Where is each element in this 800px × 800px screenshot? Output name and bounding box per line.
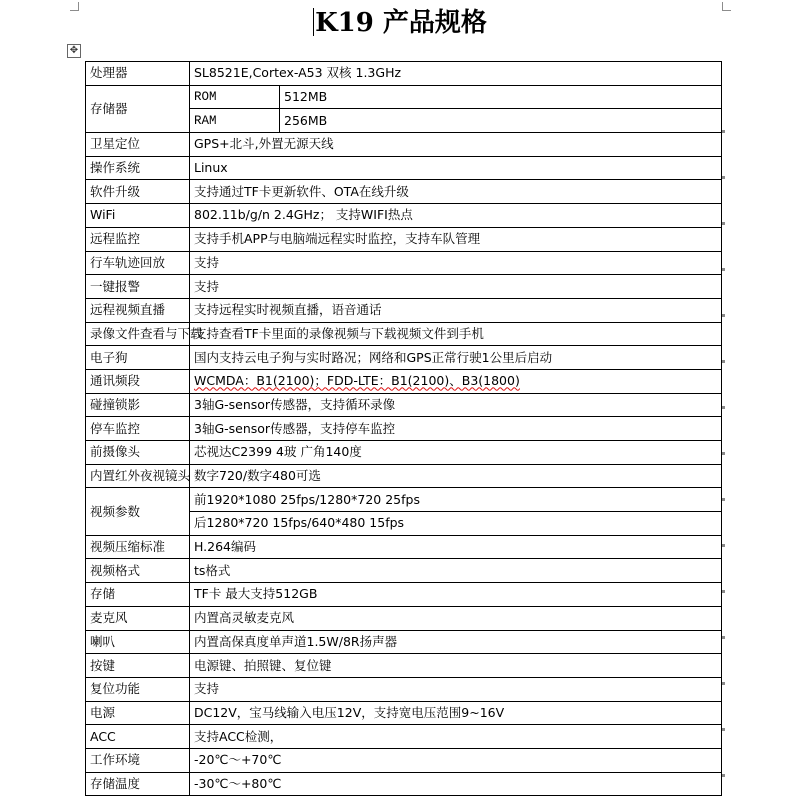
table-row — [86, 180, 722, 204]
row-label[interactable]: 通讯频段 — [86, 369, 190, 393]
row-label[interactable]: 行车轨迹回放 — [86, 251, 190, 275]
sub-key[interactable]: RAM — [190, 109, 280, 133]
title-text: K19 产品规格 — [315, 8, 487, 38]
row-label[interactable]: WiFi — [86, 204, 190, 228]
row-value[interactable]: 3轴G-sensor传感器，支持循环录像 — [190, 393, 722, 417]
row-value[interactable]: ts格式 — [190, 559, 722, 583]
row-label[interactable]: 喇叭 — [86, 630, 190, 654]
table-row — [86, 346, 722, 370]
row-value[interactable]: 802.11b/g/n 2.4GHz； 支持WIFI热点 — [190, 204, 722, 228]
row-end-marker — [722, 222, 725, 225]
row-label[interactable]: ACC — [86, 725, 190, 749]
row-value[interactable]: 国内支持云电子狗与实时路况；网络和GPS正常行驶1公里后启动 — [190, 346, 722, 370]
row-value[interactable]: 支持 — [190, 677, 722, 701]
table-row — [86, 488, 722, 512]
row-label[interactable]: 前摄像头 — [86, 441, 190, 465]
row-end-marker — [722, 682, 725, 685]
row-value[interactable]: Linux — [190, 156, 722, 180]
table-row — [86, 677, 722, 701]
table-move-handle-icon[interactable]: ✥ — [67, 44, 81, 58]
table-row — [86, 227, 722, 251]
row-label[interactable]: 一键报警 — [86, 275, 190, 299]
table-row — [86, 701, 722, 725]
row-value[interactable]: SL8521E,Cortex-A53 双核 1.3GHz — [190, 62, 722, 86]
table-row — [86, 654, 722, 678]
row-value[interactable]: 支持手机APP与电脑端远程实时监控，支持车队管理 — [190, 227, 722, 251]
table-row — [86, 583, 722, 607]
row-value[interactable]: DC12V，宝马线输入电压12V，支持宽电压范围9~16V — [190, 701, 722, 725]
table-row — [86, 251, 722, 275]
table-row — [86, 606, 722, 630]
row-end-marker — [722, 774, 725, 777]
row-label[interactable]: 按键 — [86, 654, 190, 678]
row-end-marker — [722, 130, 725, 133]
row-end-marker — [722, 176, 725, 179]
row-label[interactable]: 电子狗 — [86, 346, 190, 370]
row-label[interactable]: 电源 — [86, 701, 190, 725]
row-value[interactable]: -30℃～+80℃ — [190, 772, 722, 796]
table-row — [86, 725, 722, 749]
row-label[interactable]: 卫星定位 — [86, 133, 190, 157]
row-label[interactable]: 录像文件查看与下载 — [86, 322, 190, 346]
row-end-marker — [722, 314, 725, 317]
row-end-marker — [722, 728, 725, 731]
sub-key[interactable]: ROM — [190, 85, 280, 109]
row-value[interactable]: -20℃～+70℃ — [190, 748, 722, 772]
row-label[interactable]: 存储器 — [86, 85, 190, 132]
row-end-marker — [722, 544, 725, 547]
row-label[interactable]: 处理器 — [86, 62, 190, 86]
row-label[interactable]: 存储 — [86, 583, 190, 607]
row-value[interactable]: 支持通过TF卡更新软件、OTA在线升级 — [190, 180, 722, 204]
row-label[interactable]: 视频格式 — [86, 559, 190, 583]
table-row — [86, 322, 722, 346]
row-end-marker — [722, 636, 725, 639]
row-end-marker — [722, 452, 725, 455]
table-row — [86, 85, 722, 109]
row-value[interactable]: 支持远程实时视频直播，语音通话 — [190, 298, 722, 322]
row-value[interactable]: 支持查看TF卡里面的录像视频与下载视频文件到手机 — [190, 322, 722, 346]
row-label[interactable]: 碰撞锁影 — [86, 393, 190, 417]
row-value[interactable]: TF卡 最大支持512GB — [190, 583, 722, 607]
table-row — [86, 630, 722, 654]
row-label[interactable]: 存储温度 — [86, 772, 190, 796]
table-row — [86, 748, 722, 772]
row-label[interactable]: 复位功能 — [86, 677, 190, 701]
row-label[interactable]: 工作环境 — [86, 748, 190, 772]
row-value[interactable]: 芯视达C2399 4玻 广角140度 — [190, 441, 722, 465]
row-label[interactable]: 远程视频直播 — [86, 298, 190, 322]
table-row — [86, 772, 722, 796]
row-end-marker — [722, 406, 725, 409]
row-label[interactable]: 远程监控 — [86, 227, 190, 251]
row-end-marker — [722, 498, 725, 501]
row-label[interactable]: 停车监控 — [86, 417, 190, 441]
table-row — [86, 441, 722, 465]
spec-table — [85, 61, 722, 796]
table-row — [86, 156, 722, 180]
row-value[interactable]: 支持ACC检测， — [190, 725, 722, 749]
row-value[interactable]: 内置高灵敏麦克风 — [190, 606, 722, 630]
text-cursor — [313, 8, 314, 36]
row-value[interactable]: 512MB — [280, 85, 722, 109]
row-end-marker — [722, 590, 725, 593]
document-title[interactable] — [0, 4, 800, 42]
table-row — [86, 275, 722, 299]
table-row — [86, 417, 722, 441]
table-row — [86, 535, 722, 559]
row-label[interactable]: 视频参数 — [86, 488, 190, 535]
row-value[interactable]: 256MB — [280, 109, 722, 133]
table-row — [86, 559, 722, 583]
row-value[interactable]: 数字720/数字480可选 — [190, 464, 722, 488]
row-end-marker — [722, 360, 725, 363]
row-value[interactable]: 后1280*720 15fps/640*480 15fps — [190, 512, 722, 536]
row-end-marker — [722, 268, 725, 271]
table-row — [86, 62, 722, 86]
table-row — [86, 204, 722, 228]
row-value[interactable]: GPS+北斗,外置无源天线 — [190, 133, 722, 157]
row-label[interactable]: 内置红外夜视镜头 — [86, 464, 190, 488]
row-value[interactable]: 支持 — [190, 251, 722, 275]
row-label[interactable]: 软件升级 — [86, 180, 190, 204]
table-row — [86, 464, 722, 488]
table-row — [86, 393, 722, 417]
row-value[interactable]: WCMDA：B1(2100)；FDD-LTE：B1(2100)、B3(1800) — [190, 369, 722, 393]
row-value[interactable]: 前1920*1080 25fps/1280*720 25fps — [190, 488, 722, 512]
row-value[interactable]: H.264编码 — [190, 535, 722, 559]
row-value[interactable]: 支持 — [190, 275, 722, 299]
row-value[interactable]: 3轴G-sensor传感器，支持停车监控 — [190, 417, 722, 441]
table-row — [86, 133, 722, 157]
table-row — [86, 298, 722, 322]
row-label[interactable]: 麦克风 — [86, 606, 190, 630]
row-value[interactable]: 电源键、拍照键、复位键 — [190, 654, 722, 678]
row-label[interactable]: 操作系统 — [86, 156, 190, 180]
table-row — [86, 369, 722, 393]
row-value[interactable]: 内置高保真度单声道1.5W/8R扬声器 — [190, 630, 722, 654]
row-label[interactable]: 视频压缩标准 — [86, 535, 190, 559]
